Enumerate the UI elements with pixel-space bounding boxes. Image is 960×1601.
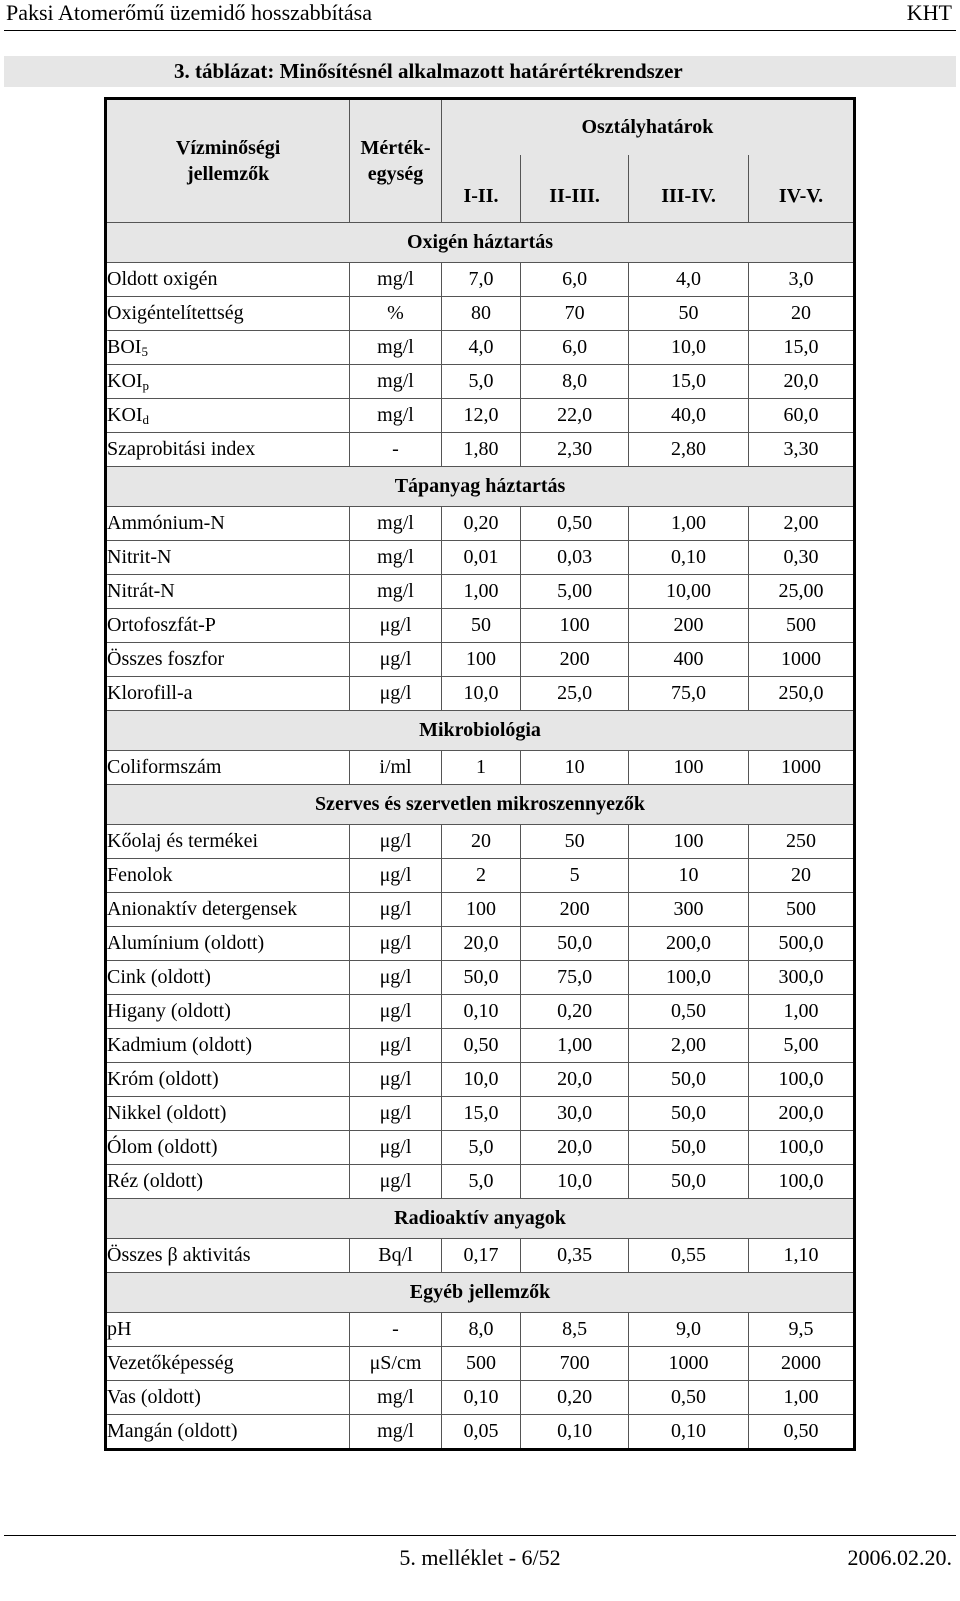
- parameter-subscript: p: [142, 377, 150, 393]
- parameter-name-cell: [106, 995, 350, 1029]
- class-limit-cell: 0,20: [521, 1381, 629, 1415]
- table-row: [106, 825, 855, 859]
- table-row: [106, 751, 855, 785]
- table-row: [106, 609, 855, 643]
- unit-header-line2: egység: [367, 163, 424, 185]
- parameter-name-cell: [106, 961, 350, 995]
- parameter-name: BOI: [107, 335, 142, 358]
- unit-cell: μg/l: [350, 1097, 442, 1131]
- class-limit-cell: 3,0: [749, 263, 855, 297]
- parameter-name: Ortofoszfát-P: [107, 614, 216, 636]
- table-row: [106, 893, 855, 927]
- class-limit-cell: 1,00: [521, 1029, 629, 1063]
- unit-header-line1: Mérték-: [360, 137, 431, 159]
- class-limit-cell: 2,30: [521, 433, 629, 467]
- document-date: 2006.02.20.: [847, 1545, 952, 1570]
- class-limit-cell: 75,0: [521, 961, 629, 995]
- table-row: [106, 399, 855, 433]
- class-limit-cell: 30,0: [521, 1097, 629, 1131]
- class-limit-cell: 50,0: [629, 1131, 749, 1165]
- class-limit-cell: 20,0: [521, 1063, 629, 1097]
- parameter-name-cell: [106, 297, 350, 331]
- parameter-name: Nitrit-N: [107, 546, 172, 568]
- class-limit-cell: 1,00: [749, 1381, 855, 1415]
- class-header-3: III-IV.: [629, 155, 749, 223]
- class-limit-cell: 100: [441, 643, 520, 677]
- unit-cell: μg/l: [350, 859, 442, 893]
- class-limit-cell: 50: [441, 609, 520, 643]
- table-row: [106, 1313, 855, 1347]
- class-limit-cell: 100: [629, 751, 749, 785]
- class-limit-cell: 10,0: [441, 1063, 520, 1097]
- class-limit-cell: 3,30: [749, 433, 855, 467]
- class-limit-cell: 5,00: [749, 1029, 855, 1063]
- class-limit-cell: 40,0: [629, 399, 749, 433]
- section-title: Radioaktív anyagok: [106, 1199, 855, 1239]
- class-limit-cell: 15,0: [441, 1097, 520, 1131]
- class-header-2: II-III.: [521, 155, 629, 223]
- parameter-name-cell: [106, 541, 350, 575]
- class-limit-cell: 200,0: [629, 927, 749, 961]
- parameter-name: Anionaktív detergensek: [107, 898, 298, 920]
- class-limit-cell: 100,0: [749, 1165, 855, 1199]
- class-limit-cell: 10,00: [629, 575, 749, 609]
- unit-cell: μg/l: [350, 825, 442, 859]
- parameter-name: Kőolaj és termékei: [107, 830, 259, 852]
- document-title: Paksi Atomerőmű üzemidő hosszabbítása: [6, 0, 372, 25]
- class-limit-cell: 9,5: [749, 1313, 855, 1347]
- class-limit-cell: 9,0: [629, 1313, 749, 1347]
- section-title: Oxigén háztartás: [106, 223, 855, 263]
- class-limit-cell: 20,0: [441, 927, 520, 961]
- class-limit-cell: 8,0: [521, 365, 629, 399]
- class-limit-cell: 1,00: [441, 575, 520, 609]
- class-limit-cell: 0,05: [441, 1415, 520, 1450]
- class-limit-cell: 25,0: [521, 677, 629, 711]
- table-row: [106, 1029, 855, 1063]
- parameter-name: Nikkel (oldott): [107, 1102, 227, 1124]
- section-title: Szerves és szervetlen mikroszennyezők: [106, 785, 855, 825]
- class-limit-cell: 300: [629, 893, 749, 927]
- class-limit-cell: 2,80: [629, 433, 749, 467]
- table-row: [106, 859, 855, 893]
- class-limit-cell: 1000: [629, 1347, 749, 1381]
- class-limit-cell: 25,00: [749, 575, 855, 609]
- class-limit-cell: 0,55: [629, 1239, 749, 1273]
- class-limit-cell: 100: [629, 825, 749, 859]
- section-title: Mikrobiológia: [106, 711, 855, 751]
- class-limit-cell: 1,10: [749, 1239, 855, 1273]
- table-row: [106, 1165, 855, 1199]
- unit-cell: -: [350, 433, 442, 467]
- unit-cell: μg/l: [350, 1165, 442, 1199]
- parameter-name: Nitrát-N: [107, 580, 175, 602]
- table-row: [106, 677, 855, 711]
- parameter-name-cell: [106, 677, 350, 711]
- parameter-name: Coliformszám: [107, 756, 222, 778]
- class-limit-cell: 10,0: [521, 1165, 629, 1199]
- class-limit-cell: 5,00: [521, 575, 629, 609]
- class-limit-cell: 0,50: [629, 1381, 749, 1415]
- parameter-name: Oldott oxigén: [107, 268, 218, 290]
- unit-cell: μg/l: [350, 927, 442, 961]
- unit-cell: mg/l: [350, 1415, 442, 1450]
- class-limit-cell: 1,00: [749, 995, 855, 1029]
- running-footer: [0, 1535, 960, 1601]
- table-row: [106, 1063, 855, 1097]
- parameter-name: Klorofill-a: [107, 682, 193, 704]
- class-limit-cell: 6,0: [521, 263, 629, 297]
- parameter-name: Vezetőképesség: [107, 1352, 234, 1374]
- table-row: [106, 1415, 855, 1450]
- class-limit-cell: 1,00: [629, 507, 749, 541]
- parameter-name-cell: [106, 507, 350, 541]
- class-limit-cell: 100,0: [629, 961, 749, 995]
- unit-cell: mg/l: [350, 399, 442, 433]
- section-title: Tápanyag háztartás: [106, 467, 855, 507]
- unit-cell: μg/l: [350, 1063, 442, 1097]
- parameter-name-cell: [106, 1097, 350, 1131]
- parameter-name-cell: [106, 643, 350, 677]
- table-row: [106, 1381, 855, 1415]
- class-limit-cell: 100,0: [749, 1063, 855, 1097]
- class-limit-cell: 1000: [749, 643, 855, 677]
- class-limit-cell: 50,0: [521, 927, 629, 961]
- parameter-name-cell: [106, 331, 350, 365]
- unit-cell: mg/l: [350, 575, 442, 609]
- class-limit-cell: 300,0: [749, 961, 855, 995]
- class-limit-cell: 12,0: [441, 399, 520, 433]
- parameter-name: Oxigéntelítettség: [107, 302, 244, 324]
- table-row: [106, 507, 855, 541]
- class-limit-cell: 1,80: [441, 433, 520, 467]
- parameter-name-cell: [106, 1165, 350, 1199]
- class-limit-cell: 15,0: [749, 331, 855, 365]
- parameter-name-cell: [106, 263, 350, 297]
- class-limit-cell: 50: [629, 297, 749, 331]
- class-limit-cell: 500: [749, 609, 855, 643]
- class-limit-cell: 4,0: [441, 331, 520, 365]
- class-limit-cell: 2: [441, 859, 520, 893]
- class-limit-cell: 20,0: [749, 365, 855, 399]
- parameter-name: Összes foszfor: [107, 648, 225, 670]
- parameter-name: Szaprobitási index: [107, 438, 256, 460]
- table-row: [106, 1097, 855, 1131]
- class-limit-cell: 0,10: [441, 1381, 520, 1415]
- class-limit-cell: 200: [521, 893, 629, 927]
- class-limit-cell: 0,20: [441, 507, 520, 541]
- table-row: [106, 961, 855, 995]
- table-row: [106, 927, 855, 961]
- unit-cell: μg/l: [350, 677, 442, 711]
- table-row: [106, 541, 855, 575]
- parameter-subscript: 5: [141, 343, 148, 359]
- class-group-header: Osztályhatárok: [441, 99, 854, 156]
- unit-cell: μg/l: [350, 961, 442, 995]
- parameter-name: Fenolok: [107, 864, 173, 886]
- class-limit-cell: 10,0: [441, 677, 520, 711]
- running-header: [0, 0, 960, 32]
- class-limit-cell: 8,5: [521, 1313, 629, 1347]
- unit-cell: μg/l: [350, 1131, 442, 1165]
- class-limit-cell: 1000: [749, 751, 855, 785]
- class-limit-cell: 500: [441, 1347, 520, 1381]
- parameter-name: Cink (oldott): [107, 966, 211, 988]
- limit-values-table: [104, 97, 856, 1451]
- parameter-name: Higany (oldott): [107, 1000, 231, 1022]
- class-limit-cell: 100: [441, 893, 520, 927]
- unit-cell: Bq/l: [350, 1239, 442, 1273]
- unit-cell: -: [350, 1313, 442, 1347]
- parameter-name-cell: [106, 1063, 350, 1097]
- unit-cell: mg/l: [350, 365, 442, 399]
- unit-cell: mg/l: [350, 1381, 442, 1415]
- class-limit-cell: 0,03: [521, 541, 629, 575]
- class-limit-cell: 5,0: [441, 1165, 520, 1199]
- class-limit-cell: 80: [441, 297, 520, 331]
- parameter-name-cell: [106, 575, 350, 609]
- parameter-name: Vas (oldott): [107, 1386, 201, 1408]
- section-title: Egyéb jellemzők: [106, 1273, 855, 1313]
- unit-cell: %: [350, 297, 442, 331]
- class-limit-cell: 5,0: [441, 1131, 520, 1165]
- param-header-line2: jellemzők: [187, 163, 270, 185]
- parameter-name: KOI: [107, 369, 143, 392]
- parameter-name-cell: [106, 365, 350, 399]
- class-limit-cell: 0,20: [521, 995, 629, 1029]
- section-row: [106, 223, 855, 263]
- parameter-name-cell: [106, 927, 350, 961]
- param-header-line1: Vízminőségi: [175, 137, 281, 159]
- class-limit-cell: 0,35: [521, 1239, 629, 1273]
- parameter-name: Összes β aktivitás: [107, 1244, 251, 1266]
- class-limit-cell: 50,0: [629, 1165, 749, 1199]
- class-limit-cell: 0,10: [521, 1415, 629, 1450]
- class-header-1: I-II.: [441, 155, 520, 223]
- class-limit-cell: 5: [521, 859, 629, 893]
- class-limit-cell: 0,10: [441, 995, 520, 1029]
- class-limit-cell: 200: [521, 643, 629, 677]
- class-limit-cell: 0,30: [749, 541, 855, 575]
- parameter-name: KOI: [107, 403, 143, 426]
- parameter-name-cell: [106, 1347, 350, 1381]
- class-limit-cell: 0,01: [441, 541, 520, 575]
- parameter-name-cell: [106, 609, 350, 643]
- parameter-name-cell: [106, 1381, 350, 1415]
- class-limit-cell: 50: [521, 825, 629, 859]
- parameter-name: pH: [107, 1318, 132, 1340]
- class-limit-cell: 10: [521, 751, 629, 785]
- class-limit-cell: 6,0: [521, 331, 629, 365]
- parameter-name-cell: [106, 399, 350, 433]
- class-limit-cell: 10: [629, 859, 749, 893]
- class-limit-cell: 20: [749, 859, 855, 893]
- parameter-name: Ammónium-N: [107, 512, 225, 534]
- class-limit-cell: 0,50: [441, 1029, 520, 1063]
- section-row: [106, 1273, 855, 1313]
- parameter-name-cell: [106, 1131, 350, 1165]
- parameter-name: Kadmium (oldott): [107, 1034, 252, 1056]
- class-limit-cell: 2,00: [749, 507, 855, 541]
- parameter-name: Króm (oldott): [107, 1068, 219, 1090]
- class-limit-cell: 75,0: [629, 677, 749, 711]
- section-row: [106, 1199, 855, 1239]
- param-column-header: [106, 99, 350, 223]
- table-row: [106, 1239, 855, 1273]
- table-row: [106, 643, 855, 677]
- unit-cell: μg/l: [350, 995, 442, 1029]
- table-body: [106, 223, 855, 1450]
- table-row: [106, 263, 855, 297]
- class-limit-cell: 22,0: [521, 399, 629, 433]
- class-limit-cell: 10,0: [629, 331, 749, 365]
- section-row: [106, 785, 855, 825]
- table-title: 3. táblázat: Minősítésnél alkalmazott határértékrendszer: [4, 56, 956, 87]
- parameter-name-cell: [106, 1029, 350, 1063]
- class-limit-cell: 250: [749, 825, 855, 859]
- class-limit-cell: 8,0: [441, 1313, 520, 1347]
- class-limit-cell: 20: [441, 825, 520, 859]
- table-row: [106, 297, 855, 331]
- class-limit-cell: 0,10: [629, 541, 749, 575]
- parameter-name: Alumínium (oldott): [107, 932, 265, 954]
- class-limit-cell: 100: [521, 609, 629, 643]
- class-limit-cell: 5,0: [441, 365, 520, 399]
- class-limit-cell: 0,50: [521, 507, 629, 541]
- class-limit-cell: 200: [629, 609, 749, 643]
- parameter-name: Mangán (oldott): [107, 1420, 238, 1442]
- class-limit-cell: 15,0: [629, 365, 749, 399]
- section-row: [106, 711, 855, 751]
- parameter-name-cell: [106, 1239, 350, 1273]
- unit-cell: mg/l: [350, 541, 442, 575]
- parameter-name-cell: [106, 751, 350, 785]
- class-limit-cell: 500: [749, 893, 855, 927]
- organization-label: KHT: [906, 0, 952, 25]
- class-limit-cell: 2000: [749, 1347, 855, 1381]
- class-limit-cell: 20: [749, 297, 855, 331]
- class-limit-cell: 400: [629, 643, 749, 677]
- class-limit-cell: 0,50: [749, 1415, 855, 1450]
- parameter-name-cell: [106, 859, 350, 893]
- header-rule: [4, 30, 956, 31]
- class-limit-cell: 1: [441, 751, 520, 785]
- class-limit-cell: 100,0: [749, 1131, 855, 1165]
- class-header-4: IV-V.: [749, 155, 855, 223]
- table-row: [106, 365, 855, 399]
- class-limit-cell: 50,0: [441, 961, 520, 995]
- class-limit-cell: 2,00: [629, 1029, 749, 1063]
- page-number: 5. melléklet - 6/52: [399, 1545, 561, 1570]
- class-limit-cell: 700: [521, 1347, 629, 1381]
- unit-cell: μg/l: [350, 893, 442, 927]
- class-limit-cell: 20,0: [521, 1131, 629, 1165]
- class-limit-cell: 50,0: [629, 1097, 749, 1131]
- class-limit-cell: 4,0: [629, 263, 749, 297]
- class-limit-cell: 7,0: [441, 263, 520, 297]
- table-row: [106, 331, 855, 365]
- table-row: [106, 433, 855, 467]
- table-row: [106, 1131, 855, 1165]
- parameter-name-cell: [106, 433, 350, 467]
- class-limit-cell: 50,0: [629, 1063, 749, 1097]
- unit-cell: μg/l: [350, 643, 442, 677]
- unit-column-header: [350, 99, 442, 223]
- unit-cell: i/ml: [350, 751, 442, 785]
- unit-cell: mg/l: [350, 331, 442, 365]
- table-row: [106, 995, 855, 1029]
- unit-cell: mg/l: [350, 263, 442, 297]
- class-limit-cell: 0,50: [629, 995, 749, 1029]
- unit-cell: μS/cm: [350, 1347, 442, 1381]
- unit-cell: μg/l: [350, 609, 442, 643]
- class-limit-cell: 60,0: [749, 399, 855, 433]
- parameter-name: Réz (oldott): [107, 1170, 204, 1192]
- section-row: [106, 467, 855, 507]
- parameter-name-cell: [106, 1313, 350, 1347]
- parameter-name-cell: [106, 893, 350, 927]
- class-limit-cell: 500,0: [749, 927, 855, 961]
- class-limit-cell: 0,10: [629, 1415, 749, 1450]
- unit-cell: μg/l: [350, 1029, 442, 1063]
- parameter-name: Ólom (oldott): [107, 1136, 218, 1158]
- parameter-subscript: d: [142, 411, 150, 427]
- unit-cell: mg/l: [350, 507, 442, 541]
- table-row: [106, 575, 855, 609]
- class-limit-cell: 70: [521, 297, 629, 331]
- footer-rule: [4, 1535, 956, 1536]
- parameter-name-cell: [106, 825, 350, 859]
- class-limit-cell: 200,0: [749, 1097, 855, 1131]
- parameter-name-cell: [106, 1415, 350, 1450]
- class-limit-cell: 250,0: [749, 677, 855, 711]
- class-limit-cell: 0,17: [441, 1239, 520, 1273]
- table-row: [106, 1347, 855, 1381]
